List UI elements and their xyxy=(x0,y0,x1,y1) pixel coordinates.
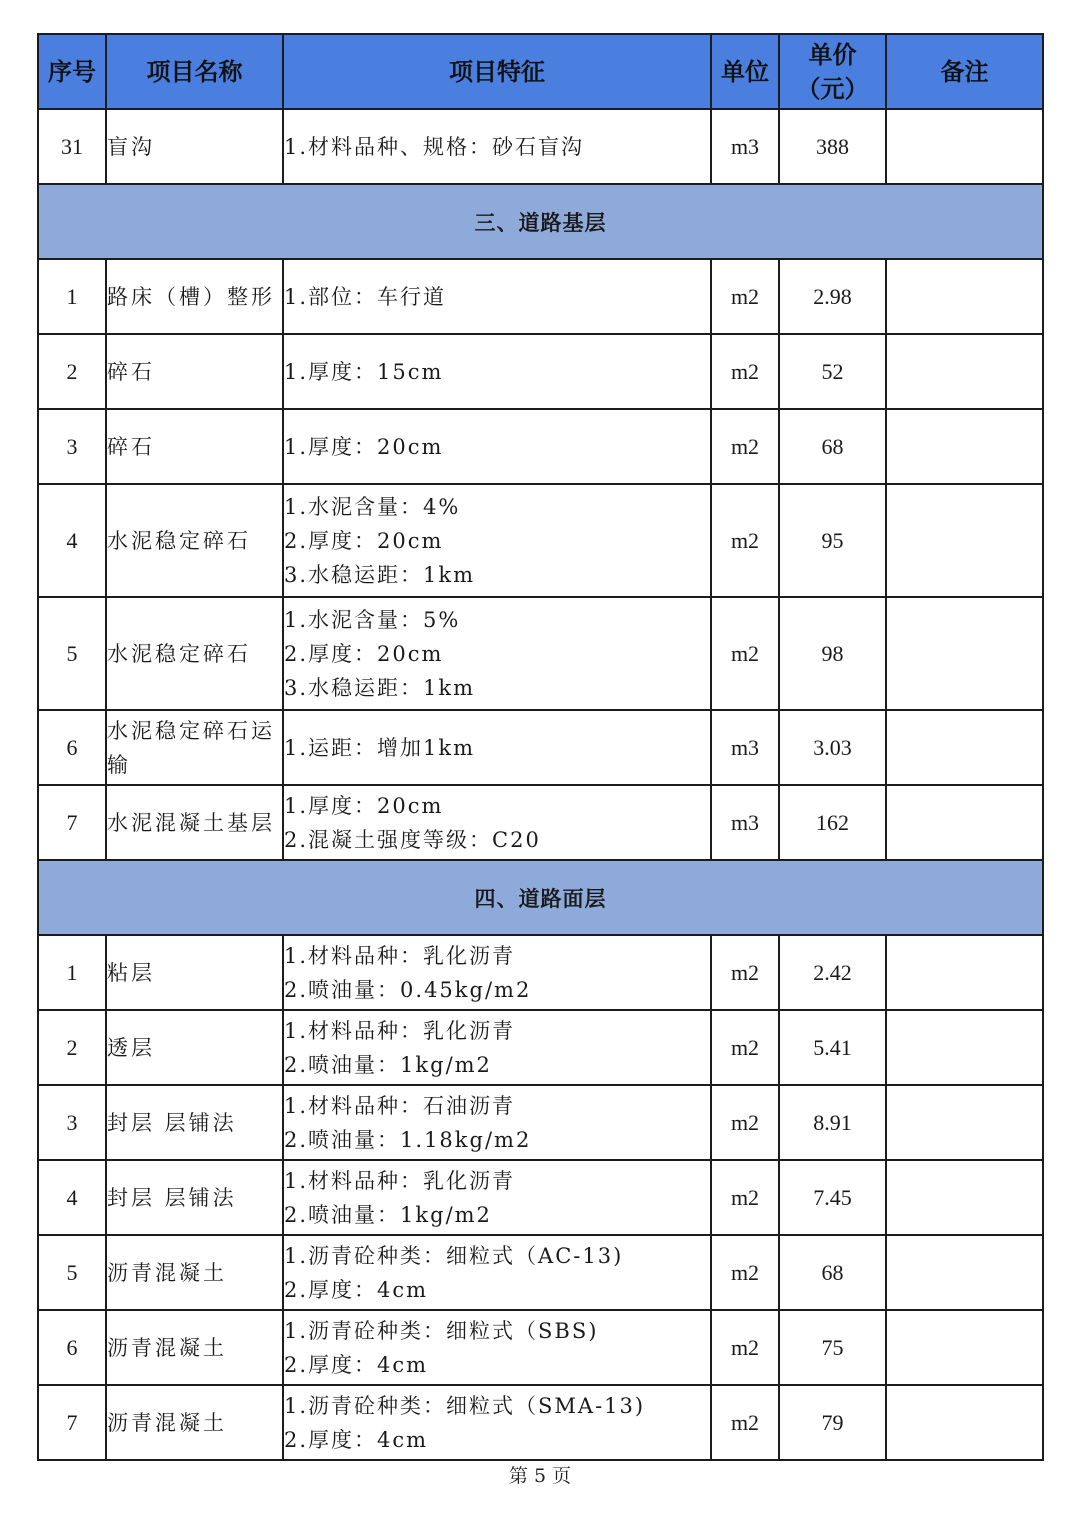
cell-price: 3.03 xyxy=(779,710,886,785)
cell-seq: 5 xyxy=(38,1235,106,1310)
cell-note xyxy=(886,1385,1043,1460)
cell-feature xyxy=(283,1085,711,1160)
feature-line: 1.沥青砼种类：细粒式（AC-13) xyxy=(284,1243,624,1268)
feature-line: 1.沥青砼种类：细粒式（SBS) xyxy=(284,1318,599,1343)
cell-name: 粘层 xyxy=(106,935,283,1010)
cell-feature xyxy=(283,409,711,484)
cell-note xyxy=(886,259,1043,334)
cell-name: 封层 层铺法 xyxy=(106,1160,283,1235)
feature-line: 2.喷油量：1kg/m2 xyxy=(284,1202,492,1227)
cell-seq: 31 xyxy=(38,109,106,184)
feature-line: 2.厚度：4cm xyxy=(284,1352,429,1377)
header-price xyxy=(779,34,886,109)
cell-name: 水泥混凝土基层 xyxy=(106,785,283,860)
cell-price: 2.98 xyxy=(779,259,886,334)
table-row xyxy=(38,1085,1043,1160)
feature-line: 2.混凝土强度等级：C20 xyxy=(284,827,541,852)
cell-unit: m2 xyxy=(711,1010,779,1085)
feature-line: 1.部位：车行道 xyxy=(284,284,447,309)
cell-seq: 2 xyxy=(38,1010,106,1085)
cell-unit: m3 xyxy=(711,109,779,184)
cell-seq: 1 xyxy=(38,259,106,334)
cell-price: 79 xyxy=(779,1385,886,1460)
header-price-line1: 单价 xyxy=(808,39,857,69)
cell-name: 水泥稳定碎石 xyxy=(106,484,283,597)
cell-price: 8.91 xyxy=(779,1085,886,1160)
cell-feature xyxy=(283,109,711,184)
table-row xyxy=(38,935,1043,1010)
cell-unit: m2 xyxy=(711,935,779,1010)
cell-unit: m2 xyxy=(711,1310,779,1385)
page-number: 第 5 页 xyxy=(508,1465,572,1487)
cell-unit: m2 xyxy=(711,1385,779,1460)
cell-name: 水泥稳定碎石运输 xyxy=(106,710,283,785)
feature-line: 2.喷油量：1.18kg/m2 xyxy=(284,1127,532,1152)
feature-line: 1.材料品种、规格：砂石盲沟 xyxy=(284,134,585,159)
cell-unit: m2 xyxy=(711,334,779,409)
table-row xyxy=(38,710,1043,785)
cell-note xyxy=(886,484,1043,597)
cell-price: 2.42 xyxy=(779,935,886,1010)
feature-line: 1.材料品种：乳化沥青 xyxy=(284,1168,516,1193)
header-seq: 序号 xyxy=(38,34,106,109)
table-row xyxy=(38,1235,1043,1310)
feature-line: 1.沥青砼种类：细粒式（SMA-13) xyxy=(284,1393,646,1418)
cell-note xyxy=(886,1085,1043,1160)
cell-feature xyxy=(283,1385,711,1460)
cell-price: 75 xyxy=(779,1310,886,1385)
cell-feature xyxy=(283,1235,711,1310)
table-row xyxy=(38,409,1043,484)
cell-unit: m2 xyxy=(711,597,779,710)
feature-line: 2.厚度：4cm xyxy=(284,1427,429,1452)
cell-price: 388 xyxy=(779,109,886,184)
cell-unit: m3 xyxy=(711,785,779,860)
feature-line: 1.厚度：20cm xyxy=(284,793,444,818)
cell-note xyxy=(886,1310,1043,1385)
table-row xyxy=(38,1385,1043,1460)
cell-name: 沥青混凝土 xyxy=(106,1235,283,1310)
cell-name: 沥青混凝土 xyxy=(106,1310,283,1385)
cell-feature xyxy=(283,1160,711,1235)
cell-feature xyxy=(283,597,711,710)
cell-seq: 7 xyxy=(38,785,106,860)
cell-unit: m2 xyxy=(711,1235,779,1310)
cell-price: 52 xyxy=(779,334,886,409)
cell-feature xyxy=(283,484,711,597)
section-title: 四、道路面层 xyxy=(38,860,1043,935)
cell-price: 5.41 xyxy=(779,1010,886,1085)
table-row xyxy=(38,1160,1043,1235)
header-unit: 单位 xyxy=(711,34,779,109)
cell-feature xyxy=(283,1310,711,1385)
table-row xyxy=(38,259,1043,334)
cell-seq: 1 xyxy=(38,935,106,1010)
cell-unit: m2 xyxy=(711,1085,779,1160)
feature-line: 1.厚度：15cm xyxy=(284,359,444,384)
cell-seq: 3 xyxy=(38,1085,106,1160)
cell-name: 盲沟 xyxy=(106,109,283,184)
feature-line: 3.水稳运距：1km xyxy=(284,675,476,700)
feature-line: 2.喷油量：1kg/m2 xyxy=(284,1052,492,1077)
cell-note xyxy=(886,710,1043,785)
feature-line: 2.厚度：4cm xyxy=(284,1277,429,1302)
table-row xyxy=(38,484,1043,597)
cell-feature xyxy=(283,1010,711,1085)
header-note: 备注 xyxy=(886,34,1043,109)
feature-line: 1.材料品种：乳化沥青 xyxy=(284,1018,516,1043)
table-body xyxy=(38,109,1043,1460)
cell-note xyxy=(886,1160,1043,1235)
section-row xyxy=(38,860,1043,935)
cell-name: 封层 层铺法 xyxy=(106,1085,283,1160)
cell-price: 162 xyxy=(779,785,886,860)
price-table xyxy=(37,33,1044,1461)
cell-price: 68 xyxy=(779,409,886,484)
header-row xyxy=(38,34,1043,109)
cell-name: 水泥稳定碎石 xyxy=(106,597,283,710)
feature-line: 1.厚度：20cm xyxy=(284,434,444,459)
cell-unit: m2 xyxy=(711,259,779,334)
feature-line: 2.厚度：20cm xyxy=(284,528,444,553)
section-row xyxy=(38,184,1043,259)
cell-note xyxy=(886,109,1043,184)
feature-line: 1.水泥含量：4% xyxy=(284,494,461,519)
cell-unit: m2 xyxy=(711,409,779,484)
table-row xyxy=(38,109,1043,184)
cell-note xyxy=(886,935,1043,1010)
cell-seq: 4 xyxy=(38,484,106,597)
table-row xyxy=(38,1310,1043,1385)
cell-price: 98 xyxy=(779,597,886,710)
cell-note xyxy=(886,1010,1043,1085)
header-price-line2: （元） xyxy=(796,73,869,103)
cell-seq: 5 xyxy=(38,597,106,710)
table-row xyxy=(38,597,1043,710)
cell-name: 碎石 xyxy=(106,409,283,484)
cell-name: 碎石 xyxy=(106,334,283,409)
cell-unit: m2 xyxy=(711,484,779,597)
cell-unit: m3 xyxy=(711,710,779,785)
cell-name: 透层 xyxy=(106,1010,283,1085)
feature-line: 1.运距：增加1km xyxy=(284,735,476,760)
cell-seq: 6 xyxy=(38,1310,106,1385)
table-row xyxy=(38,334,1043,409)
cell-unit: m2 xyxy=(711,1160,779,1235)
cell-price: 7.45 xyxy=(779,1160,886,1235)
feature-line: 2.喷油量：0.45kg/m2 xyxy=(284,977,532,1002)
cell-seq: 4 xyxy=(38,1160,106,1235)
cell-note xyxy=(886,1235,1043,1310)
cell-feature xyxy=(283,259,711,334)
feature-line: 2.厚度：20cm xyxy=(284,641,444,666)
cell-note xyxy=(886,785,1043,860)
feature-line: 3.水稳运距：1km xyxy=(284,562,476,587)
cell-feature xyxy=(283,935,711,1010)
cell-name: 沥青混凝土 xyxy=(106,1385,283,1460)
cell-note xyxy=(886,409,1043,484)
feature-line: 1.材料品种：石油沥青 xyxy=(284,1093,516,1118)
cell-seq: 7 xyxy=(38,1385,106,1460)
cell-seq: 2 xyxy=(38,334,106,409)
table-row xyxy=(38,785,1043,860)
cell-price: 68 xyxy=(779,1235,886,1310)
cell-feature xyxy=(283,710,711,785)
cell-seq: 6 xyxy=(38,710,106,785)
cell-name: 路床（槽）整形 xyxy=(106,259,283,334)
cell-note xyxy=(886,597,1043,710)
cell-note xyxy=(886,334,1043,409)
cell-price: 95 xyxy=(779,484,886,597)
header-name: 项目名称 xyxy=(106,34,283,109)
table-row xyxy=(38,1010,1043,1085)
feature-line: 1.水泥含量：5% xyxy=(284,607,461,632)
cell-feature xyxy=(283,785,711,860)
cell-feature xyxy=(283,334,711,409)
feature-line: 1.材料品种：乳化沥青 xyxy=(284,943,516,968)
section-title: 三、道路基层 xyxy=(38,184,1043,259)
header-feature: 项目特征 xyxy=(283,34,711,109)
cell-seq: 3 xyxy=(38,409,106,484)
